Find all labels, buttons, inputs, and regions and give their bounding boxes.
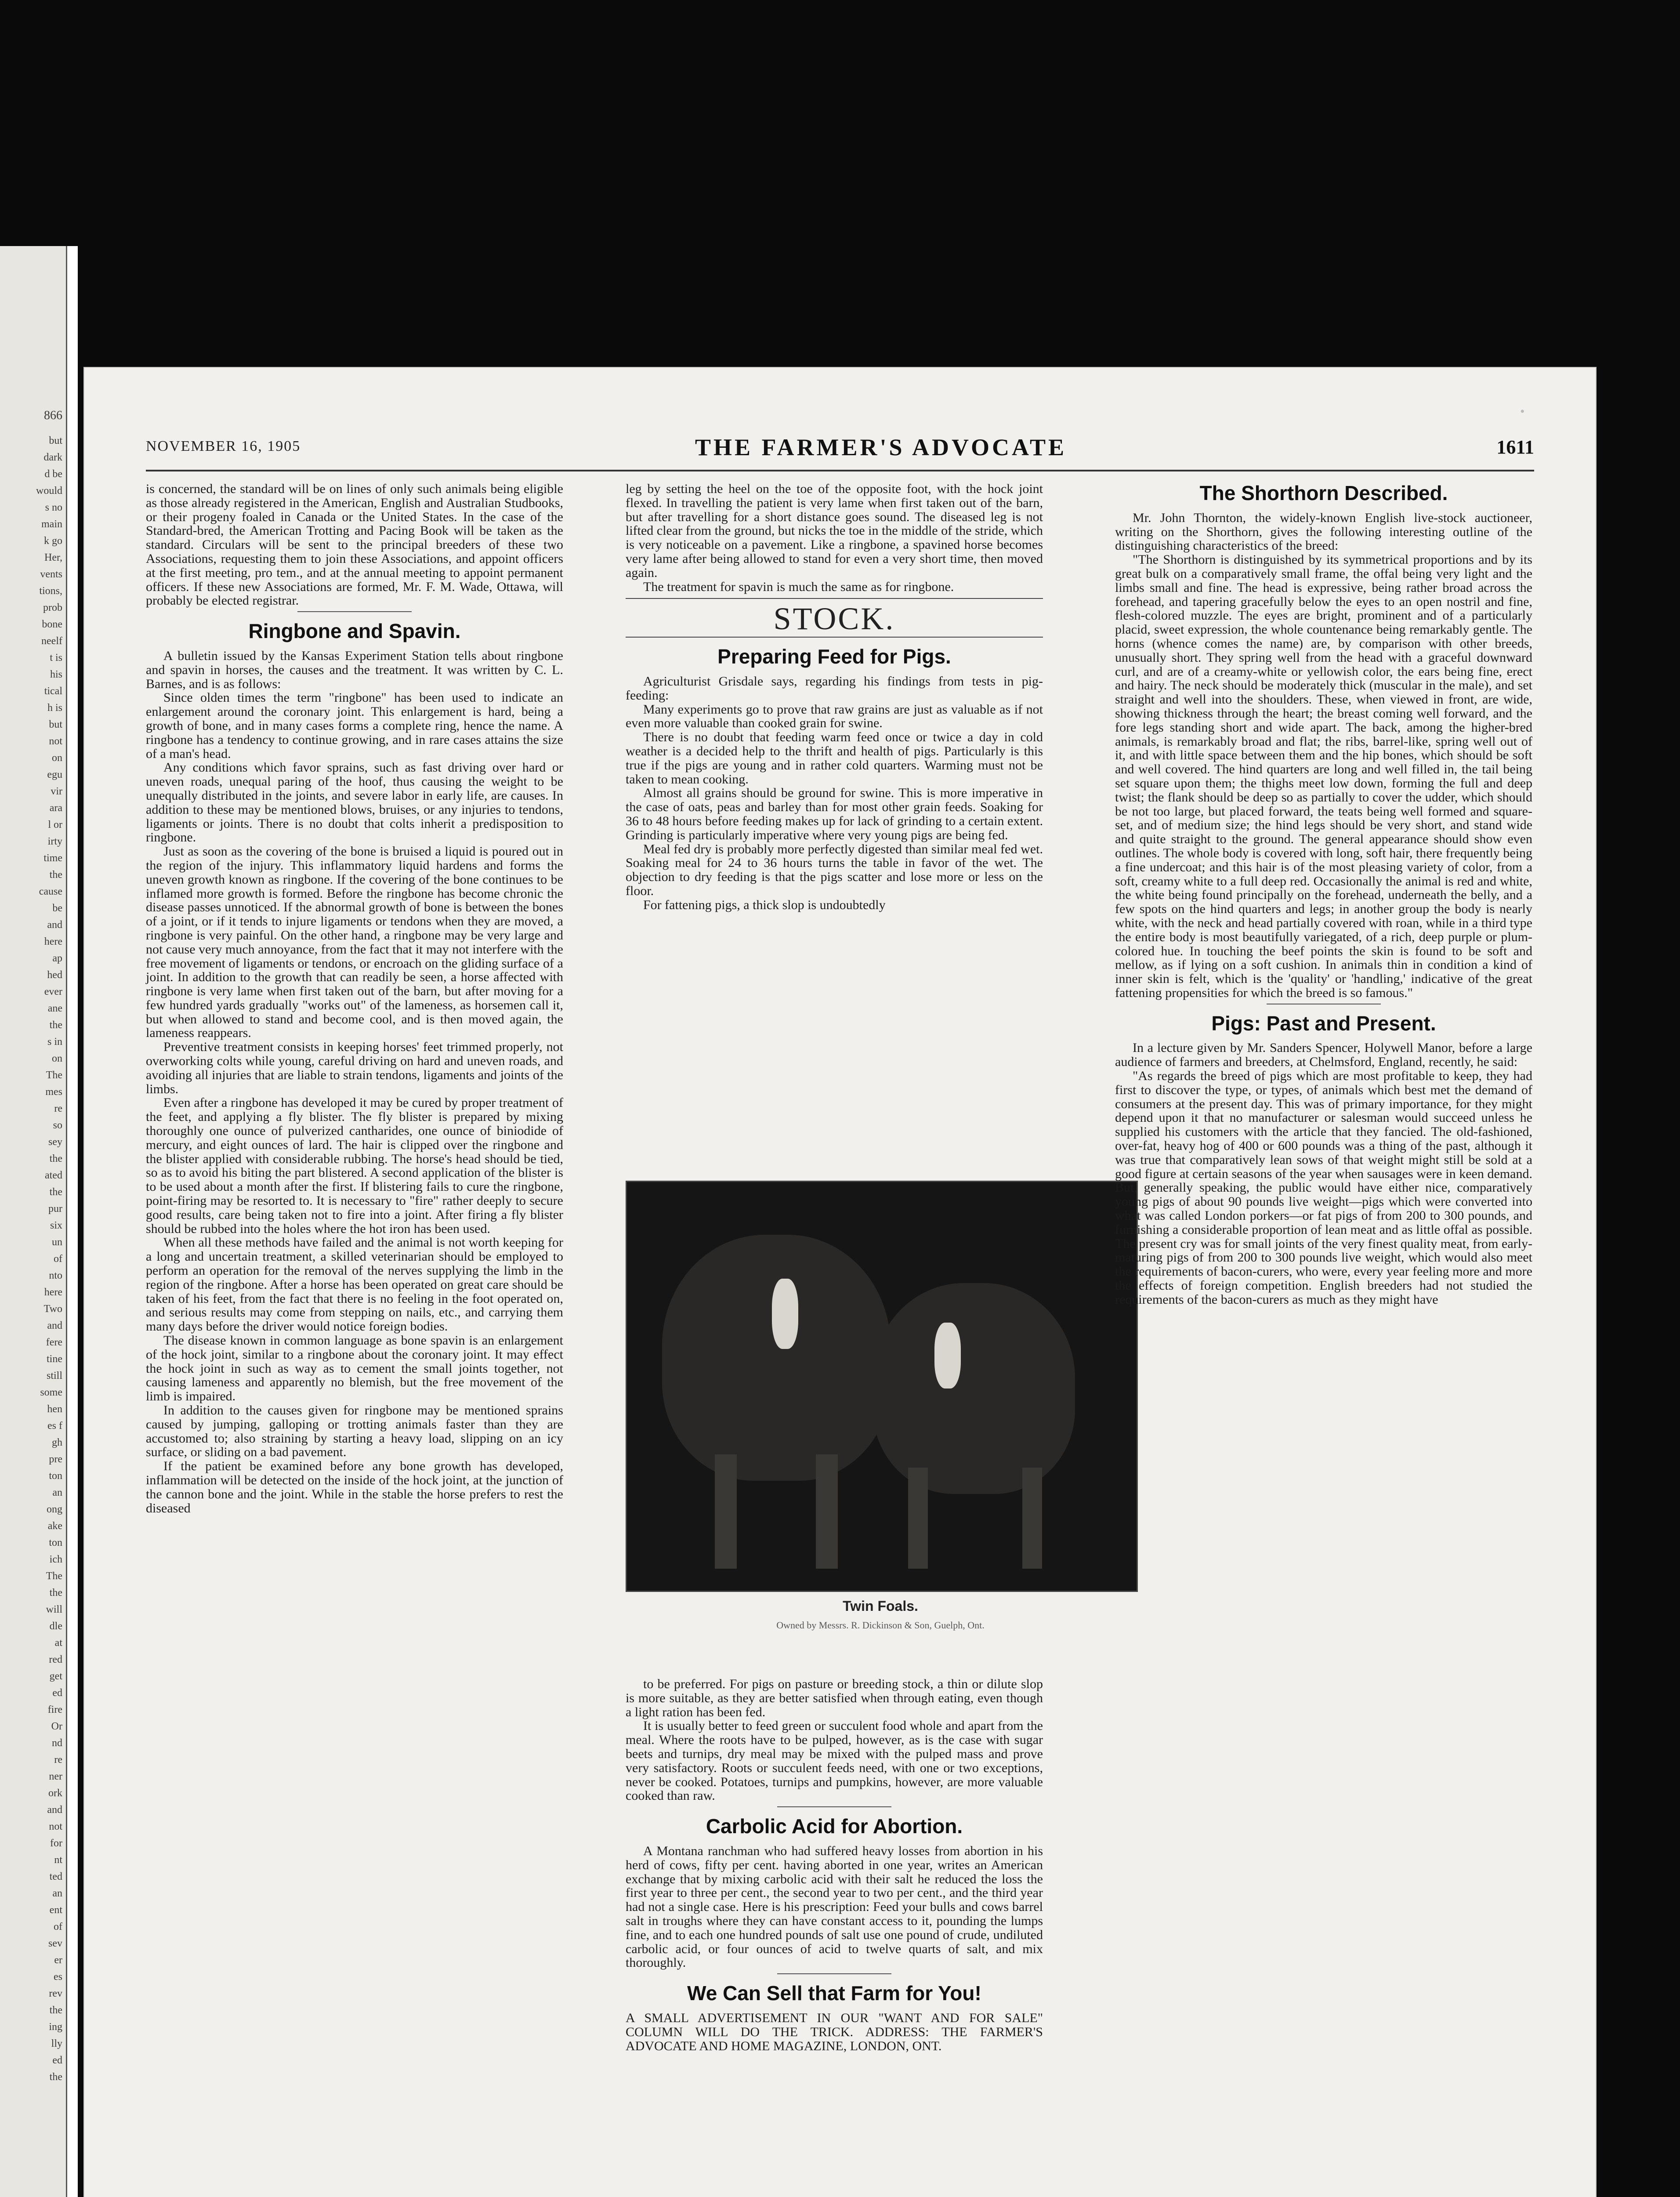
prev-page-fragment: not <box>49 1821 62 1832</box>
prev-page-fragment: but <box>49 719 62 730</box>
prev-page-fragment: prob <box>43 602 62 613</box>
paragraph: Preventive treatment consists in keeping horses' feet trimmed properly, not overworking colts while young, careful driving on hard and uneven roads, and avoiding all injuries that are liable to strain tendons, ligaments and joints of the limbs. <box>146 1040 563 1096</box>
prev-page-fragment: and <box>47 919 62 931</box>
prev-page-fragment: the <box>49 869 62 881</box>
prev-page-fragment: red <box>49 1654 62 1665</box>
page-header <box>146 434 1534 469</box>
prev-page-fragment: main <box>41 518 62 530</box>
paragraph: A bulletin issued by the Kansas Experiment Station tells about ringbone and spavin in horses, the causes and the treatment. It was written by C. L. Barnes, and is as follows: <box>146 648 563 691</box>
foal-left <box>662 1235 891 1481</box>
article-heading-shorthorn: The Shorthorn Described. <box>1199 482 1448 504</box>
paragraph: The disease known in common language as bone spavin is an enlargement of the hock joint, similar to a ringbone about the coronary joint. It may effect the hock joint in such as way as to cement the small joints together, not causing lameness and apparently no blemish, but the free movement of the limb is impaired. <box>146 1333 563 1404</box>
prev-page-fragment: for <box>50 1838 62 1849</box>
ad-text: A SMALL ADVERTISEMENT IN OUR "WANT AND FOR SALE" COLUMN WILL DO THE TRICK. ADDRESS: THE FARMER'S ADVOCATE AND HOME MAGAZINE, LONDON, ONT. <box>626 2010 1043 2053</box>
prev-page-fragment: will <box>46 1604 62 1615</box>
prev-page-fragment: ner <box>49 1771 62 1782</box>
page-number: 1611 <box>1496 436 1534 458</box>
prev-page-fragment: ated <box>45 1170 62 1181</box>
prev-page-fragment: ever <box>44 986 62 997</box>
prev-page-fragment: s no <box>45 502 62 513</box>
prev-page-fragment: s in <box>47 1036 62 1048</box>
shorthorn-article-body <box>1115 511 1532 1000</box>
spavin-treatment: The treatment for spavin is much the same as for ringbone. <box>643 579 954 594</box>
foal-blaze <box>934 1323 961 1389</box>
paragraph: Almost all grains should be ground for swine. This is more imperative in the case of oats, peas and barley than for most other grain feeds. Soaking for 36 to 48 hours before feeding makes up for lack of grinding to a certain extent. Grinding is particularly imperative where very young pigs are being fed. <box>626 786 1043 842</box>
previous-page-fragment <box>0 246 66 2197</box>
prev-page-fragment: irty <box>47 836 62 847</box>
prev-page-fragment: six <box>50 1220 62 1231</box>
prev-page-fragment: k go <box>44 535 62 547</box>
prev-page-fragment: ork <box>48 1787 62 1799</box>
prev-page-fragment: at <box>54 1637 62 1649</box>
paragraph: It is usually better to feed green or succulent food whole and apart from the meal. Where the roots have to be pulped, however, as is the case with sugar beets and turnips, dry meal may be mixed with the pulped mass and prove very satisfactory. Roots or succulent feeds need, with one or two exceptions, never be cooked. Potatoes, turnips and pumpkins, however, are more valuable cooked than raw. <box>626 1718 1043 1803</box>
pig-feed-article-body <box>626 674 1043 912</box>
ringbone-article-body <box>146 649 563 1515</box>
prev-page-fragment: neelf <box>41 635 62 647</box>
prev-page-fragment: egu <box>47 769 62 780</box>
prev-page-fragment: rev <box>49 1988 62 1999</box>
prev-page-fragment: tical <box>44 685 62 697</box>
paragraph: "As regards the breed of pigs which are most profitable to keep, they had first to discover the type, or types, of animals which best met the demand of consumers at the present day. This was of primary importance, for they might depend upon it that no manufacturer or salesman would succeed unless he supplied his customers with the article that they fancied. The old-fashioned, over-fat, heavy hog of 400 or 600 pounds was a thing of the past, although it was true that comparatively lean sows of that weight might still be sold at a good figure at certain seasons of the year when sausages were in keen demand. But, generally speaking, the public would have either nice, comparatively young pigs of about 90 pounds live weight—pigs which were converted into what was called London porkers—or fat pigs of from 200 to 300 pounds, and furnishing a considerable proportion of lean meat and as little offal as possible. The present cry was for small joints of the very finest quality meat, from early-maturing pigs of from 200 to 300 pounds live weight, which would also meet the requirements of bacon-curers, who were, every year feeling more and more the effects of foreign competition. English breeders had not studied the requirements of the bacon-curers as much as they might have <box>1115 1069 1532 1307</box>
prev-page-fragment: ara <box>49 802 62 814</box>
prev-page-fragment: the <box>49 1153 62 1164</box>
pigs-article-body <box>1115 1041 1532 1306</box>
prev-page-fragment: the <box>49 1587 62 1599</box>
prev-page-fragment: pur <box>48 1203 62 1215</box>
prev-page-fragment: nto <box>49 1270 62 1281</box>
prev-page-fragment: and <box>47 1320 62 1331</box>
prev-page-fragment: ing <box>49 2021 62 2033</box>
prev-page-fragment: tine <box>47 1353 62 1365</box>
prev-page-fragment: ed <box>52 1687 62 1699</box>
foal-leg <box>715 1454 737 1569</box>
prev-page-fragment: the <box>49 1019 62 1031</box>
paragraph: Agriculturist Grisdale says, regarding his findings from tests in pig-feeding: <box>626 674 1043 703</box>
prev-page-fragment: sev <box>48 1938 62 1949</box>
prev-page-fragment: not <box>49 736 62 747</box>
paragraph: "The Shorthorn is distinguished by its symmetrical proportions and by its great bulk on a comparatively small frame, the offal being very light and the limbs small and fine. The head is expressive, being rather broad across the forehead, and tapering gracefully below the eyes to an open nostril and fine, flesh-colored muzzle. The eyes are bright, prominent and of a particularly placid, sweet expression, the whole countenance being remarkably gentle. The horns (whence comes the name) are, by comparison with other breeds, unusually short. They spring well from the head with a graceful downward curl, and are of a creamy-white or yellowish color, the ears being fine, erect and hairy. The neck should be moderately thick (muscular in the male), and set straight and well into the shoulders. These, when viewed in front, are wide, showing thickness through the heart; the breast coming well forward, and the fore legs standing short and wide apart. The back, among the higher-bred animals, is remarkably broad and flat; the ribs, barrel-like, spring well out of it, and with little space between them and the hip bones, which should be soft and well covered. The hind quarters are long and well filled in, the tail being set square upon them; the thighs meet low down, forming the full and deep twist; the flank should be deep so as partially to cover the udder, which should be not too large, but placed forward, the teats being well formed and square-set, and of medium size; the hind legs should be very short, and stand wide and quite straight to the ground. The general appearance should show even outlines. The whole body is covered with long, soft hair, there frequently being a fine undercoat; and this hair is of the most pleasing variety of color, from a soft, creamy white to a full deep red. Occasionally the animal is red and white, the white being found principally on the forehead, underneath the belly, and a few spots on the hind quarters and legs; in another group the body is nearly white, with the neck and head partially covered with roan, while in a third type the entire body is most beautifully variegated, of a rich, deep purple or plum-colored hue. In touching the beef points the skin is found to be soft and mellow, as if lying on a soft cushion. In animals thin in condition a kind of inner skin is felt, which is the 'quality' or 'handling,' indicative of the great fattening propensities for which the breed is so famous." <box>1115 552 1532 1000</box>
prev-page-fragment: still <box>46 1370 62 1381</box>
article-continuation: is concerned, the standard will be on lines of only such animals being eligible as those already registered in the American, English and Australian Studbooks, or their progeny foaled in Canada or the United States. In the case of the Standard-bred, the American Trotting and Pacing Book will be taken as the standard. Circulars will be sent to the principal breeders of these two Associations, requesting them to join these Associations, and appoint officers at the first meeting, pro tem., and at the annual meeting to appoint permanent officers. If these new Associations are formed, Mr. F. M. Wade, Ottawa, will probably be elected registrar. <box>146 482 563 608</box>
paragraph: Since olden times the term "ringbone" has been used to indicate an enlargement around the coronary joint. This enlargement is hard, being a growth of bone, and in many cases forms a complete ring, hence the name. A ringbone has a tendency to continue growing, and in rare cases attains the size of a man's head. <box>146 690 563 761</box>
prev-page-fragment: vir <box>51 786 62 797</box>
prev-page-fragment: mes <box>45 1086 62 1098</box>
paragraph: Any conditions which favor sprains, such as fast driving over hard or uneven roads, unequal paring of the hoof, thus causing the weight to be unequally distributed in the joints, and severe labor in early life, are causes. In addition to these may be mentioned blows, bruises, or any injuries to tendons, ligaments or joints. There is no doubt that colts inherit a predisposition to ringbone. <box>146 760 563 845</box>
divider <box>777 1806 891 1807</box>
article-heading-pigs-past-present: Pigs: Past and Present. <box>1211 1011 1436 1035</box>
article-heading-carbolic: Carbolic Acid for Abortion. <box>706 1815 963 1838</box>
prev-page-fragment: ted <box>49 1871 62 1882</box>
divider <box>777 1973 891 1974</box>
column-1 <box>146 482 563 1515</box>
paragraph: Even after a ringbone has developed it may be cured by proper treatment of the feet, and applying a fly blister. The fly blister is prepared by mixing thoroughly one ounce of pulverized cantharides, one ounce of biniodide of mercury, and eight ounces of lard. The hair is clipped over the ringbone and the blister applied with considerable rubbing. The horse's head should be tied, so as to avoid his biting the part blistered. A second application of the blister is to be used about a month after the first. If blistering fails to cure the ringbone, point-firing may be resorted to. It is necessary to "fire" rather deeply to secure good results, care being taken not to fire into a joint. After firing a fly blister should be rubbed into the holes where the hot iron has been used. <box>146 1095 563 1236</box>
prev-page-fragment: the <box>49 2071 62 2083</box>
prev-page-fragment: ap <box>52 953 62 964</box>
prev-page-fragment: The <box>46 1570 62 1582</box>
prev-page-fragment: of <box>54 1921 62 1932</box>
prev-page-fragment: dle <box>49 1621 62 1632</box>
prev-page-fragment: t is <box>50 652 62 663</box>
pig-feed-continued <box>626 1677 1043 1803</box>
divider <box>626 637 1043 638</box>
paragraph: There is no doubt that feeding warm feed once or twice a day in cold weather is a decided help to the thrift and health of pigs. Particularly is this true if the pigs are young and in rather cold quarters. Warming must not be taken to mean cooking. <box>626 730 1043 787</box>
photo-credit: Owned by Messrs. R. Dickinson & Son, Guelph, Ont. <box>776 1620 985 1631</box>
paragraph: Just as soon as the covering of the bone is bruised a liquid is poured out in the region of the injury. This inflammatory liquid hardens and forms the uneven growth known as ringbone. If the covering of the bone continues to be inflamed more growth is formed. Before the ringbone has become chronic the disease passes unnoticed. If the abnormal growth of bone is between the bones of a joint, or if it tends to injure ligaments or tendons when they are moved, a ringbone is very painful. On the other hand, a ringbone may be very large and not cause very much annoyance, from the fact that it may not interfere with the free movement of ligaments or tendons, or encroach on the gliding surface of a joint. In addition to the growth that can readily be seen, a horse affected with ringbone is very lame when first taken out of the barn, but after moving for a few hundred yards gradually "works out" of the lameness, as horsemen call it, but when allowed to stand and become cool, and is then moved again, the lameness reappears. <box>146 844 563 1040</box>
prev-page-fragment: hed <box>47 969 62 981</box>
prev-page-fragment: cause <box>39 886 62 897</box>
prev-page-fragment: bone <box>42 619 62 630</box>
prev-page-fragment: ed <box>52 2055 62 2066</box>
prev-page-fragment: gh <box>52 1437 62 1448</box>
prev-page-fragment: on <box>52 1053 62 1064</box>
prev-page-fragment: fere <box>46 1337 62 1348</box>
prev-page-fragment: vents <box>40 569 62 580</box>
page-gutter <box>66 246 78 2197</box>
paragraph: For fattening pigs, a thick slop is undoubtedly <box>643 897 886 912</box>
prev-page-fragment: dark <box>43 452 62 463</box>
prev-page-fragment: es f <box>47 1420 62 1432</box>
photo-title: Twin Foals. <box>843 1598 918 1614</box>
prev-page-fragment: h is <box>47 702 62 714</box>
carbolic-article-body <box>626 1844 1043 1970</box>
prev-page-fragment: get <box>49 1671 62 1682</box>
foal-right <box>873 1283 1075 1494</box>
prev-page-fragment: lly <box>51 2038 62 2049</box>
margin-dot: • <box>1520 404 1525 419</box>
foal-leg <box>816 1454 838 1569</box>
prev-page-fragment: ton <box>49 1470 62 1482</box>
prev-page-fragment: the <box>49 2005 62 2016</box>
foal-leg <box>1022 1468 1042 1569</box>
prev-page-fragment: the <box>49 1186 62 1198</box>
ad-heading: We Can Sell that Farm for You! <box>687 1982 981 2005</box>
prev-page-fragment: ent <box>49 1904 62 1916</box>
prev-page-fragment: Her, <box>44 552 62 563</box>
column-2-lower <box>626 1677 1043 2053</box>
prev-page-fragment: tions, <box>39 585 62 597</box>
paragraph: In addition to the causes given for ringbone may be mentioned sprains caused by jumping, galloping or trotting animals faster than they are accustomed to; also straining by starting a heavy load, slipping on an icy surface, or sliding on a bad pavement. <box>146 1403 563 1460</box>
prev-page-fragment: fire <box>47 1704 62 1715</box>
divider <box>626 598 1043 599</box>
prev-page-fragment: sey <box>48 1136 62 1148</box>
section-heading-stock: STOCK. <box>773 601 895 637</box>
paragraph: Mr. John Thornton, the widely-known English live-stock auctioneer, writing on the Shorthorn, gives the following interesting outline of the distinguishing characteristics of the breed: <box>1115 510 1532 553</box>
paragraph: If the patient be examined before any bone growth has developed, inflammation will be detected on the inside of the hock joint, at the junction of the cannon bone and the joint. While in the stable the horse prefers to rest the diseased <box>146 1459 563 1515</box>
prev-page-fragment: re <box>54 1103 62 1114</box>
prev-page-fragment: ton <box>49 1537 62 1548</box>
paragraph: In a lecture given by Mr. Sanders Spencer, Holywell Manor, before a large audience of farmers and breeders, at Chelmsford, England, recently, he said: <box>1115 1040 1532 1069</box>
paragraph: When all these methods have failed and the animal is not worth keeping for a long and uncertain treatment, a skilled veterinarian should be employed to perform an operation for the removal of the nerves supplying the limb in the region of the ringbone. After a horse has been operated on great care should be taken of his feet, from the fact that there is no feeling in the foot operated on, and serious results may come from stepping on nails, etc., and carrying them many days before the driver would notice foreign bodies. <box>146 1235 563 1334</box>
prev-page-fragment: so <box>53 1120 62 1131</box>
article-heading-pig-feed: Preparing Feed for Pigs. <box>717 645 951 668</box>
prev-page-fragment: and <box>47 1804 62 1816</box>
prev-page-fragment: The <box>46 1069 62 1081</box>
paragraph: A Montana ranchman who had suffered heavy losses from abortion in his herd of cows, fifty per cent. having aborted in one year, writes an American exchange that by mixing carbolic acid with their salt he reduced the loss the first year to three per cent., the second year to two per cent., and the third year had not a single case. Here is his prescription: Feed your bulls and cows barrel salt in troughs where they can have constant access to it, pounding the lumps fine, and to each one hundred pounds of salt use one pound of crude, undiluted carbolic acid, or four ounces of acid to twelve quarts of salt, and mix thoroughly. <box>626 1843 1043 1970</box>
prev-page-fragment: nd <box>52 1737 62 1749</box>
prev-page-fragment: an <box>52 1888 62 1899</box>
newspaper-page <box>83 367 1597 2197</box>
prev-page-fragment: ake <box>47 1520 62 1532</box>
prev-page-fragment: some <box>40 1387 62 1398</box>
prev-page-fragment: hen <box>47 1403 62 1415</box>
paragraph: Many experiments go to prove that raw grains are just as valuable as if not even more valuable than cooked grain for swine. <box>626 702 1043 731</box>
divider <box>297 611 412 612</box>
prev-page-fragment: time <box>43 852 62 864</box>
photo-caption <box>626 1598 1135 1631</box>
prev-page-fragment: but <box>49 435 62 446</box>
header-rule <box>146 470 1534 471</box>
prev-page-fragment: l or <box>48 819 62 830</box>
prev-page-fragment: of <box>54 1253 62 1265</box>
prev-page-fragment: on <box>52 752 62 764</box>
prev-page-fragment: er <box>54 1954 62 1966</box>
prev-page-fragment: un <box>52 1236 62 1248</box>
masthead-title: THE FARMER'S ADVOCATE <box>695 434 1067 460</box>
prev-page-fragment: pre <box>49 1454 62 1465</box>
prev-page-fragment: be <box>52 903 62 914</box>
prev-page-fragment: here <box>44 1287 62 1298</box>
paragraph: Meal fed dry is probably more perfectly digested than similar meal fed wet. Soaking meal for 24 to 36 hours turns the table in favor of the wet. The objection to dry feeding is that the pigs scatter and lose more or less on the floor. <box>626 841 1043 898</box>
prev-page-fragment: nt <box>54 1854 62 1866</box>
prev-page-fragment: Or <box>51 1721 62 1732</box>
prev-page-fragment: an <box>52 1487 62 1498</box>
prev-page-fragment: re <box>54 1754 62 1766</box>
prev-page-fragment: Two <box>43 1303 62 1315</box>
header-date: NOVEMBER 16, 1905 <box>146 438 301 454</box>
column-2 <box>626 482 1043 1176</box>
prev-page-fragment: ane <box>47 1003 62 1014</box>
twin-foals-photo <box>626 1181 1138 1592</box>
paragraph: to be preferred. For pigs on pasture or breeding stock, a thin or dilute slop is more suitable, as they are better satisfied when through eating, even though a light ration has been fed. <box>626 1677 1043 1719</box>
spavin-continuation: leg by setting the heel on the toe of the opposite foot, with the hock joint flexed. In travelling the patient is very lame when first taken out of the barn, but after travelling for a short distance goes sound. The diseased leg is not lifted clear from the ground, but nicks the toe in the middle of the stride, which is very noticeable on a pavement. Like a ringbone, a spavined horse becomes very lame after being allowed to stand for even a very short time, then moved again. <box>626 482 1043 580</box>
column-3 <box>1115 482 1532 1307</box>
prev-page-fragment: would <box>36 485 62 497</box>
foal-blaze <box>772 1279 798 1349</box>
prev-page-fragment: es <box>54 1971 62 1983</box>
prev-page-fragment: here <box>44 936 62 947</box>
prev-page-fragment: d be <box>44 468 62 480</box>
prev-page-fragment: ong <box>47 1504 62 1515</box>
prev-page-number: 866 <box>44 409 62 422</box>
foal-leg <box>908 1468 928 1569</box>
article-heading-ringbone: Ringbone and Spavin. <box>248 620 461 643</box>
prev-page-fragment: ich <box>49 1554 62 1565</box>
prev-page-fragment: his <box>50 669 62 680</box>
